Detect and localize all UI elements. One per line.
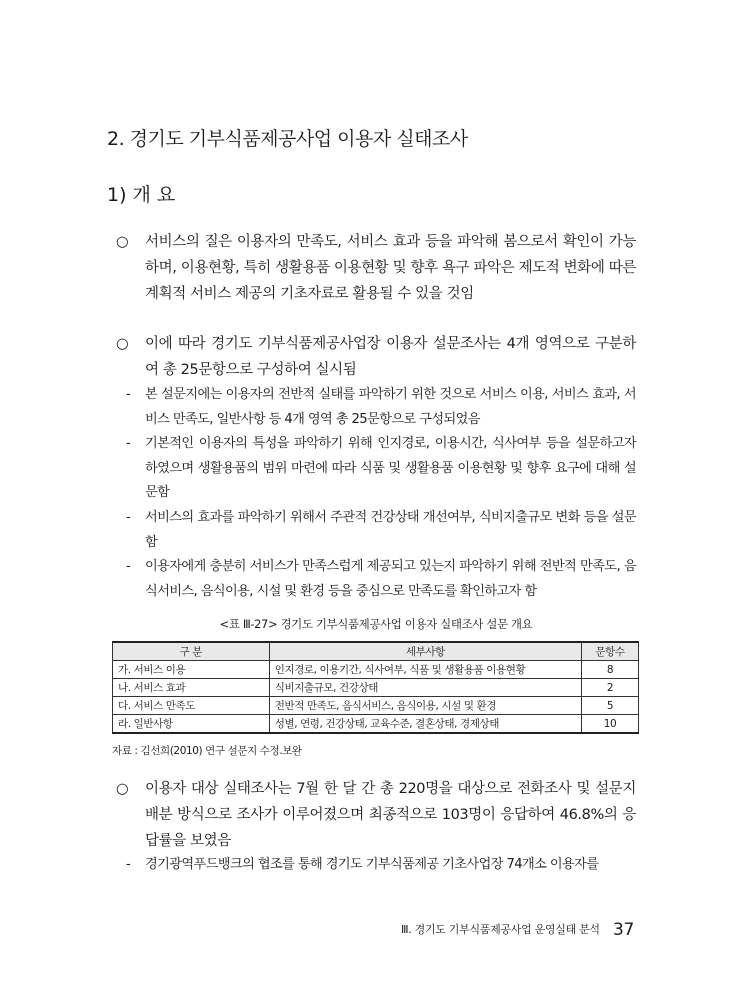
section-title: 2. 경기도 기부식품제공사업 이용자 실태조사 xyxy=(107,128,468,150)
table-row xyxy=(113,679,639,697)
dash-bullet: - xyxy=(126,559,131,574)
survey-overview-table xyxy=(112,641,639,734)
page-number: 37 xyxy=(612,920,634,940)
dash-bullet: - xyxy=(126,387,131,402)
paragraph-survey-method xyxy=(116,776,636,854)
dash-bullet: - xyxy=(126,436,131,451)
table-cell-details: 성별, 연령, 건강상태, 교육수준, 결혼상태, 경제상태 xyxy=(269,715,581,734)
table-cell-category: 다. 서비스 만족도 xyxy=(113,697,270,715)
page-footer xyxy=(401,920,634,940)
table-caption: <표 Ⅲ-27> 경기도 기부식품제공사업 이용자 실태조사 설문 개요 xyxy=(219,617,533,631)
dash-bullet: - xyxy=(126,510,131,525)
paragraph-text: 이에 따라 경기도 기부식품제공사업장 이용자 설문조사는 4개 영역으로 구분하여 총 25문항으로 구성하여 실시됨 xyxy=(145,336,636,378)
paragraph-text: 서비스의 질은 이용자의 만족도, 서비스 효과 등을 파악해 봄으로서 확인이 가능하며, 이용현황, 특히 생활용품 이용현황 및 향후 욕구 파악은 제도적 변화에 따른 계획적 서비스 제공의 기초자료로 활용될 수 있을 것임 xyxy=(145,234,636,302)
sub-item-satisfaction xyxy=(126,555,636,604)
sub-item-text: 서비스의 효과를 파악하기 위해서 주관적 건강상태 개선여부, 식비지출규모 변화 등을 설문함 xyxy=(145,510,636,550)
running-title: Ⅲ. 경기도 기부식품제공사업 운영실태 분석 xyxy=(400,923,600,936)
sub-item-text: 본 설문지에는 이용자의 전반적 실태를 파악하기 위한 것으로 서비스 이용, 서비스 효과, 서비스 만족도, 일반사항 등 4개 영역 총 25문항으로 구성되었음 xyxy=(145,387,636,427)
table-cell-count: 5 xyxy=(582,697,639,715)
sub-item-text: 기본적인 이용자의 특성을 파악하기 위해 인지경로, 이용시간, 식사여부 등을 설문하고자 하였으며 생활용품의 범위 마련에 따라 식품 및 생활용품 이용현황 및 향후 요구에 대해 설문함 xyxy=(145,436,636,500)
table-header-row xyxy=(113,642,639,661)
table-cell-category: 라. 일반사항 xyxy=(113,715,270,734)
table-cell-details: 식비지출규모, 건강상태 xyxy=(269,679,581,697)
sub-item-composition xyxy=(126,383,636,432)
paragraph-survey xyxy=(116,331,636,383)
header-details: 세부사항 xyxy=(269,642,581,661)
table-cell-details: 인지경로, 이용기간, 식사여부, 식품 및 생활용품 이용현황 xyxy=(269,661,581,679)
header-category: 구 분 xyxy=(113,642,270,661)
sub-item-characteristics xyxy=(126,432,636,506)
sub-item-cooperation xyxy=(126,853,636,878)
table-row xyxy=(113,715,639,734)
sub-item-text: 경기광역푸드뱅크의 협조를 통해 경기도 기부식품제공 기초사업장 74개소 이용자를 xyxy=(145,857,599,872)
paragraph-quality xyxy=(116,229,636,307)
table-cell-details: 전반적 만족도, 음식서비스, 음식이용, 시설 및 환경 xyxy=(269,697,581,715)
table-source-note: 자료 : 김선희(2010) 연구 설문지 수정.보완 xyxy=(112,745,302,757)
circle-bullet: ○ xyxy=(116,781,129,797)
table-cell-category: 가. 서비스 이용 xyxy=(113,661,270,679)
table-row xyxy=(113,661,639,679)
circle-bullet: ○ xyxy=(116,336,129,352)
sub-item-effects xyxy=(126,506,636,555)
circle-bullet: ○ xyxy=(116,234,129,250)
sub-item-text: 이용자에게 충분히 서비스가 만족스럽게 제공되고 있는지 파악하기 위해 전반적 만족도, 음식서비스, 음식이용, 시설 및 환경 등을 중심으로 만족도를 확인하고자 함 xyxy=(145,559,636,599)
header-question-count: 문항수 xyxy=(582,642,639,661)
table-cell-count: 10 xyxy=(582,715,639,734)
dash-bullet: - xyxy=(126,857,131,872)
table-cell-category: 나. 서비스 효과 xyxy=(113,679,270,697)
paragraph-text: 이용자 대상 실태조사는 7월 한 달 간 총 220명을 대상으로 전화조사 및 설문지 배분 방식으로 조사가 이루어졌으며 최종적으로 103명이 응답하여 46.8%의 응답률을 보였음 xyxy=(145,781,636,849)
table-cell-count: 2 xyxy=(582,679,639,697)
table-row xyxy=(113,697,639,715)
subsection-title: 1) 개 요 xyxy=(107,184,176,206)
table-cell-count: 8 xyxy=(582,661,639,679)
